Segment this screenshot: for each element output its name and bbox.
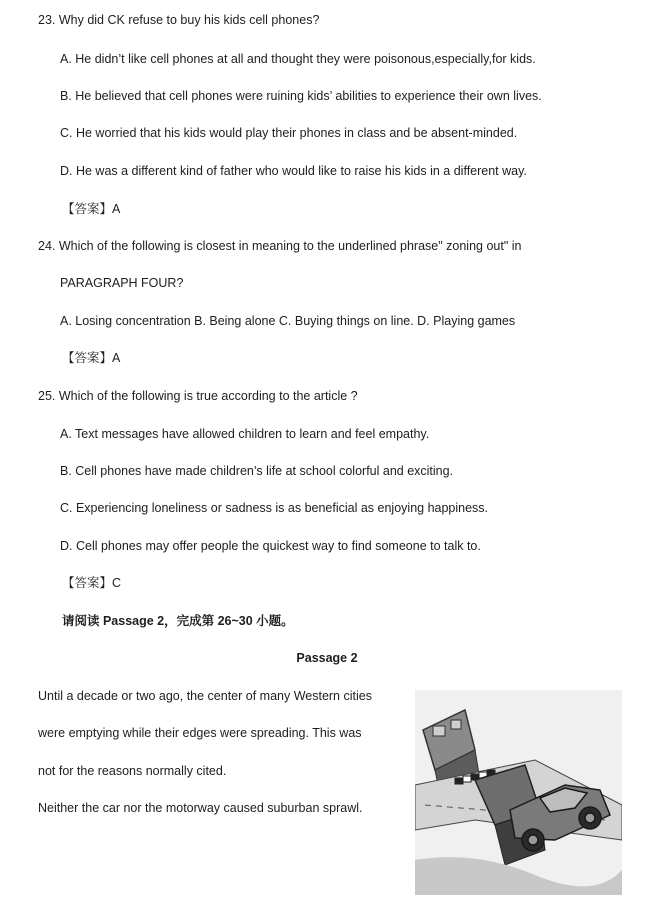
q25-option-a: A. Text messages have allowed children to learn and feel empathy. <box>60 427 430 441</box>
passage-illustration <box>415 690 622 895</box>
passage-line-3: not for the reasons normally cited. <box>38 764 227 778</box>
question-23: 23. Why did CK refuse to buy his kids cell phones? <box>38 13 320 27</box>
question-24-line2: PARAGRAPH FOUR? <box>60 276 184 290</box>
passage-instruction: 请阅读 Passage 2，完成第 26~30 小题。 <box>62 614 294 628</box>
city-sketch-icon <box>415 690 622 895</box>
q23-answer: 【答案】A <box>62 202 121 216</box>
q24-options: A. Losing concentration B. Being alone C. Buying things on line. D. Playing games <box>60 314 516 328</box>
q24-answer: 【答案】A <box>62 351 121 365</box>
q25-option-b: B. Cell phones have made children’s life at school colorful and exciting. <box>60 464 454 478</box>
q23-option-b: B. He believed that cell phones were ruining kids’ abilities to experience their own lives. <box>60 89 542 103</box>
q23-option-d: D. He was a different kind of father who would like to raise his kids in a different way. <box>60 164 527 178</box>
passage-title: Passage 2 <box>296 651 358 665</box>
q25-option-d: D. Cell phones may offer people the quickest way to find someone to talk to. <box>60 539 481 553</box>
question-24-line1: 24. Which of the following is closest in meaning to the underlined phrase" zoning out" in <box>38 239 522 253</box>
q23-option-a: A. He didn’t like cell phones at all and thought they were poisonous,especially,for kids. <box>60 52 536 66</box>
q25-option-c: C. Experiencing loneliness or sadness is as beneficial as enjoying happiness. <box>60 501 489 515</box>
q25-answer: 【答案】C <box>62 576 122 590</box>
q23-option-c: C. He worried that his kids would play their phones in class and be absent-minded. <box>60 126 518 140</box>
passage-line-4: Neither the car nor the motorway caused suburban sprawl. <box>38 801 363 815</box>
passage-line-1: Until a decade or two ago, the center of many Western cities <box>38 689 372 703</box>
passage-line-2: were emptying while their edges were spreading. This was <box>38 726 362 740</box>
question-25: 25. Which of the following is true according to the article ? <box>38 389 358 403</box>
